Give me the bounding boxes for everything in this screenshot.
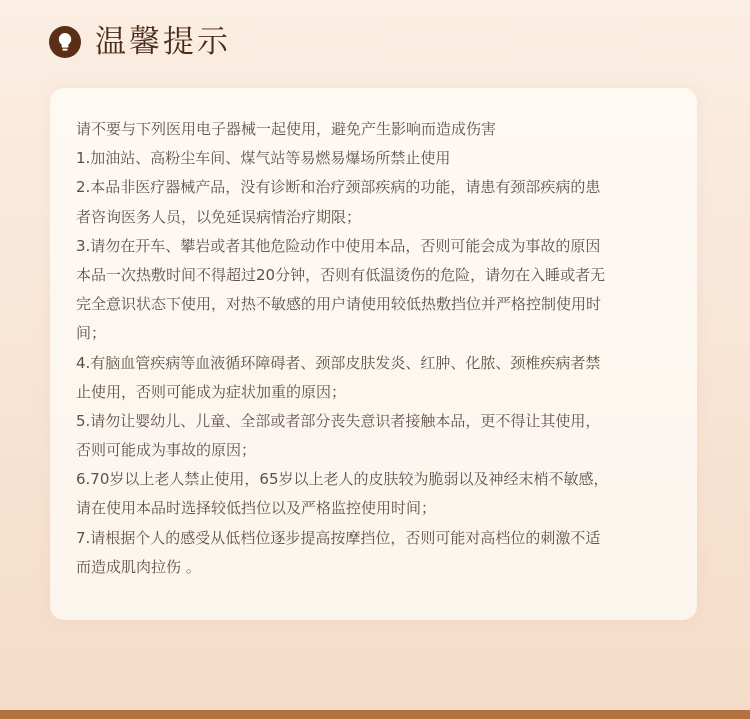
notice-line: 间；: [76, 324, 107, 343]
notice-line: 3.请勿在开车、攀岩或者其他危险动作中使用本品，否则可能会成为事故的原因: [76, 236, 601, 255]
notice-line: 而造成肌肉拉伤 。: [76, 557, 201, 576]
notice-line: 本品一次热敷时间不得超过20分钟，否则有低温烫伤的危险，请勿在入睡或者无: [76, 265, 606, 284]
notice-line: 否则可能成为事故的原因；: [76, 441, 257, 460]
notice-line: 完全意识状态下使用，对热不敏感的用户请使用较低热敷挡位并严格控制使用时: [76, 295, 602, 314]
page-header: [49, 20, 231, 64]
page-title: 温馨提示: [95, 24, 231, 60]
notice-line: 7.请根据个人的感受从低档位逐步提高按摩挡位，否则可能对高档位的刺激不适: [76, 528, 601, 547]
notice-line: 请不要与下列医用电子器械一起使用，避免产生影响而造成伤害: [76, 120, 497, 138]
notice-card: [50, 88, 697, 620]
bottom-divider-bar: [0, 710, 750, 719]
notice-text: [76, 115, 676, 582]
notice-line: 4.有脑血管疾病等血液循环障碍者、颈部皮肤发炎、红肿、化脓、颈椎疾病者禁: [76, 353, 601, 372]
notice-line: 1.加油站、高粉尘车间、煤气站等易燃易爆场所禁止使用: [76, 149, 451, 168]
notice-line: 者咨询医务人员，以免延误病情治疗期限；: [76, 207, 362, 226]
notice-line: 6.70岁以上老人禁止使用，65岁以上老人的皮肤较为脆弱以及神经末梢不敏感，: [76, 470, 609, 489]
notice-line: 止使用，否则可能成为症状加重的原因；: [76, 382, 347, 401]
notice-line: 5.请勿让婴幼儿、儿童、全部或者部分丧失意识者接触本品，更不得让其使用，: [76, 411, 601, 430]
lightbulb-icon: [49, 26, 81, 58]
notice-line: 请在使用本品时选择较低挡位以及严格监控使用时间；: [76, 499, 437, 518]
notice-line: 2.本品非医疗器械产品，没有诊断和治疗颈部疾病的功能，请患有颈部疾病的患: [76, 178, 601, 197]
